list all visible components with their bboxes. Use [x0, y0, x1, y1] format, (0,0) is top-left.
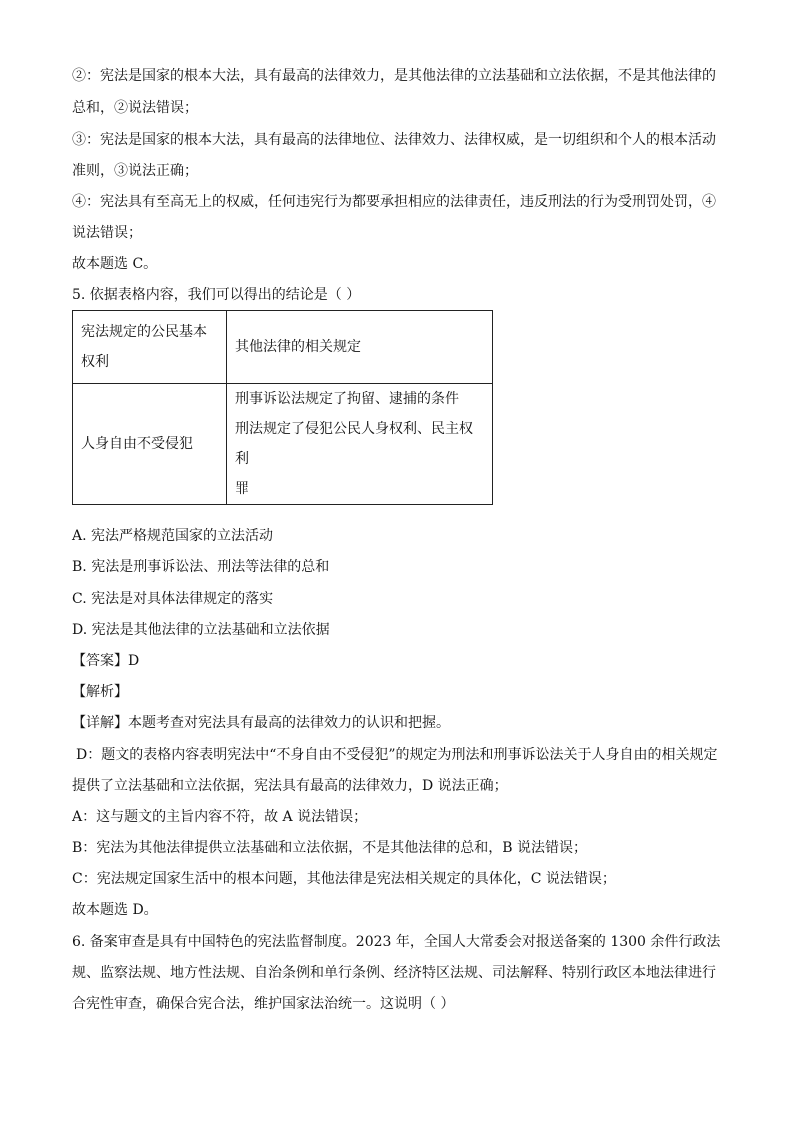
question-6-line-1: 6. 备案审查是具有中国特色的宪法监督制度。2023 年，全国人大常委会对报送备案的 1300 余件行政法: [72, 934, 721, 950]
table-row-col2-line-3: 罪: [235, 481, 249, 497]
explanation-a: A：这与题文的主旨内容不符，故 A 说法错误；: [72, 809, 368, 825]
question-5-stem: 5. 依据表格内容，我们可以得出的结论是（ ）: [72, 287, 361, 303]
table-row-col1: 人身自由不受侵犯: [81, 436, 193, 452]
q4-conclusion: 故本题选 C。: [72, 256, 158, 272]
table-cell: [73, 384, 227, 505]
option-c: C. 宪法是对具体法律规定的落实: [72, 591, 274, 607]
analysis-label: 【解析】: [72, 684, 128, 700]
detail-line: 【详解】本题考查对宪法具有最高的法律效力的认识和把握。: [72, 715, 450, 731]
explanation-d-line-1: D：题文的表格内容表明宪法中“不身自由不受侵犯”的规定为刑法和刑事诉讼法关于人身自由的相关规定: [76, 747, 718, 763]
option-a: A. 宪法严格规范国家的立法活动: [72, 528, 274, 544]
table-row: [73, 384, 493, 505]
explanation-4-line-2: 说法错误；: [72, 225, 142, 241]
table-row-col2-line-2: 刑法规定了侵犯公民人身权利、民主权利: [235, 421, 473, 467]
explanation-3-line-1: ③：宪法是国家的根本大法，具有最高的法律地位、法律效力、法律权威，是一切组织和个人的根本活动: [72, 132, 716, 148]
explanation-d-line-2: 提供了立法基础和立法依据，宪法具有最高的法律效力，D 说法正确；: [72, 778, 508, 794]
explanation-c: C：宪法规定国家生活中的根本问题，其他法律是宪法相关规定的具体化，C 说法错误；: [72, 871, 616, 887]
question-6-line-3: 合宪性审查，确保合宪合法，维护国家法治统一。这说明（ ）: [72, 996, 455, 1012]
table-row-col2-line-1: 刑事诉讼法规定了拘留、逮捕的条件: [235, 391, 459, 407]
explanation-b: B：宪法为其他法律提供立法基础和立法依据，不是其他法律的总和，B 说法错误；: [72, 840, 588, 856]
rights-table: [72, 310, 493, 505]
option-d: D. 宪法是其他法律的立法基础和立法依据: [72, 622, 330, 638]
q5-conclusion: 故本题选 D。: [72, 902, 158, 918]
explanation-2-line-1: ②：宪法是国家的根本大法，具有最高的法律效力，是其他法律的立法基础和立法依据，不是其他法律的: [72, 68, 716, 84]
explanation-4-line-1: ④：宪法具有至高无上的权威，任何违宪行为都要承担相应的法律责任，违反刑法的行为受刑罚处罚，④: [72, 194, 716, 210]
table-header-col1-line-1: 宪法规定的公民基本: [81, 324, 207, 340]
explanation-3-line-2: 准则，③说法正确；: [72, 163, 198, 179]
table-header-col1-line-2: 权利: [81, 354, 109, 370]
question-6-line-2: 规、监察法规、地方性法规、自治条例和单行条例、经济特区法规、司法解释、特别行政区本地法律进行: [72, 965, 716, 981]
table-cell: [227, 384, 493, 505]
table-header-col2: 其他法律的相关规定: [235, 339, 361, 355]
table-row: [73, 311, 493, 384]
explanation-2-line-2: 总和，②说法错误；: [72, 100, 198, 116]
answer-label: 【答案】D: [72, 653, 140, 669]
table-header-cell: [73, 311, 227, 384]
table-header-cell: [227, 311, 493, 384]
option-b: B. 宪法是刑事诉讼法、刑法等法律的总和: [72, 559, 330, 575]
